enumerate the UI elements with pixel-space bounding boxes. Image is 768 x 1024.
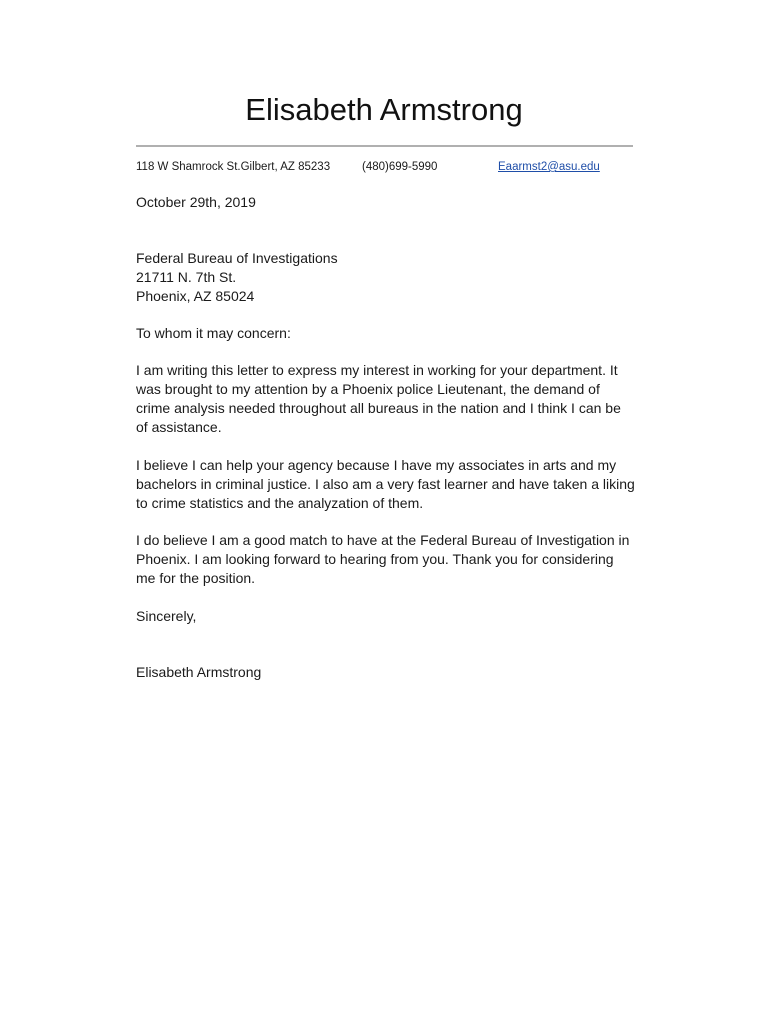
body-paragraph-3: I do believe I am a good match to have at the Federal Bureau of Investigation in Phoenix. I am looking forward to hearing from you. Thank you for considering me for the position.	[136, 532, 630, 586]
letter-signature: Elisabeth Armstrong	[136, 664, 262, 680]
body-paragraph-1: I am writing this letter to express my interest in working for your department. It was brought to my attention by a Phoenix police Lieutenant, the demand of crime analysis needed throughout all bureaus in the nation and I think I can be of assistance.	[136, 362, 621, 435]
recipient-line-city: Phoenix, AZ 85024	[136, 288, 255, 304]
sender-phone: (480)699-5990	[362, 161, 438, 173]
recipient-line-organization: Federal Bureau of Investigations	[136, 250, 338, 266]
sender-name-heading: Elisabeth Armstrong	[245, 92, 523, 127]
recipient-address-block	[136, 249, 636, 306]
body-paragraph-2: I believe I can help your agency because I have my associates in arts and my bachelors in criminal justice. I also am a very fast learner and have taken a liking to crime statistics and the analyzation of them.	[136, 457, 635, 511]
sender-email-link[interactable]: Eaarmst2@asu.edu	[498, 161, 600, 173]
recipient-line-street: 21711 N. 7th St.	[136, 269, 237, 285]
letter-closing: Sincerely,	[136, 608, 197, 624]
sender-address: 118 W Shamrock St.Gilbert, AZ 85233	[136, 161, 331, 173]
letter-greeting: To whom it may concern:	[136, 325, 291, 341]
header-divider	[136, 145, 633, 147]
letter-date: October 29th, 2019	[136, 194, 256, 210]
